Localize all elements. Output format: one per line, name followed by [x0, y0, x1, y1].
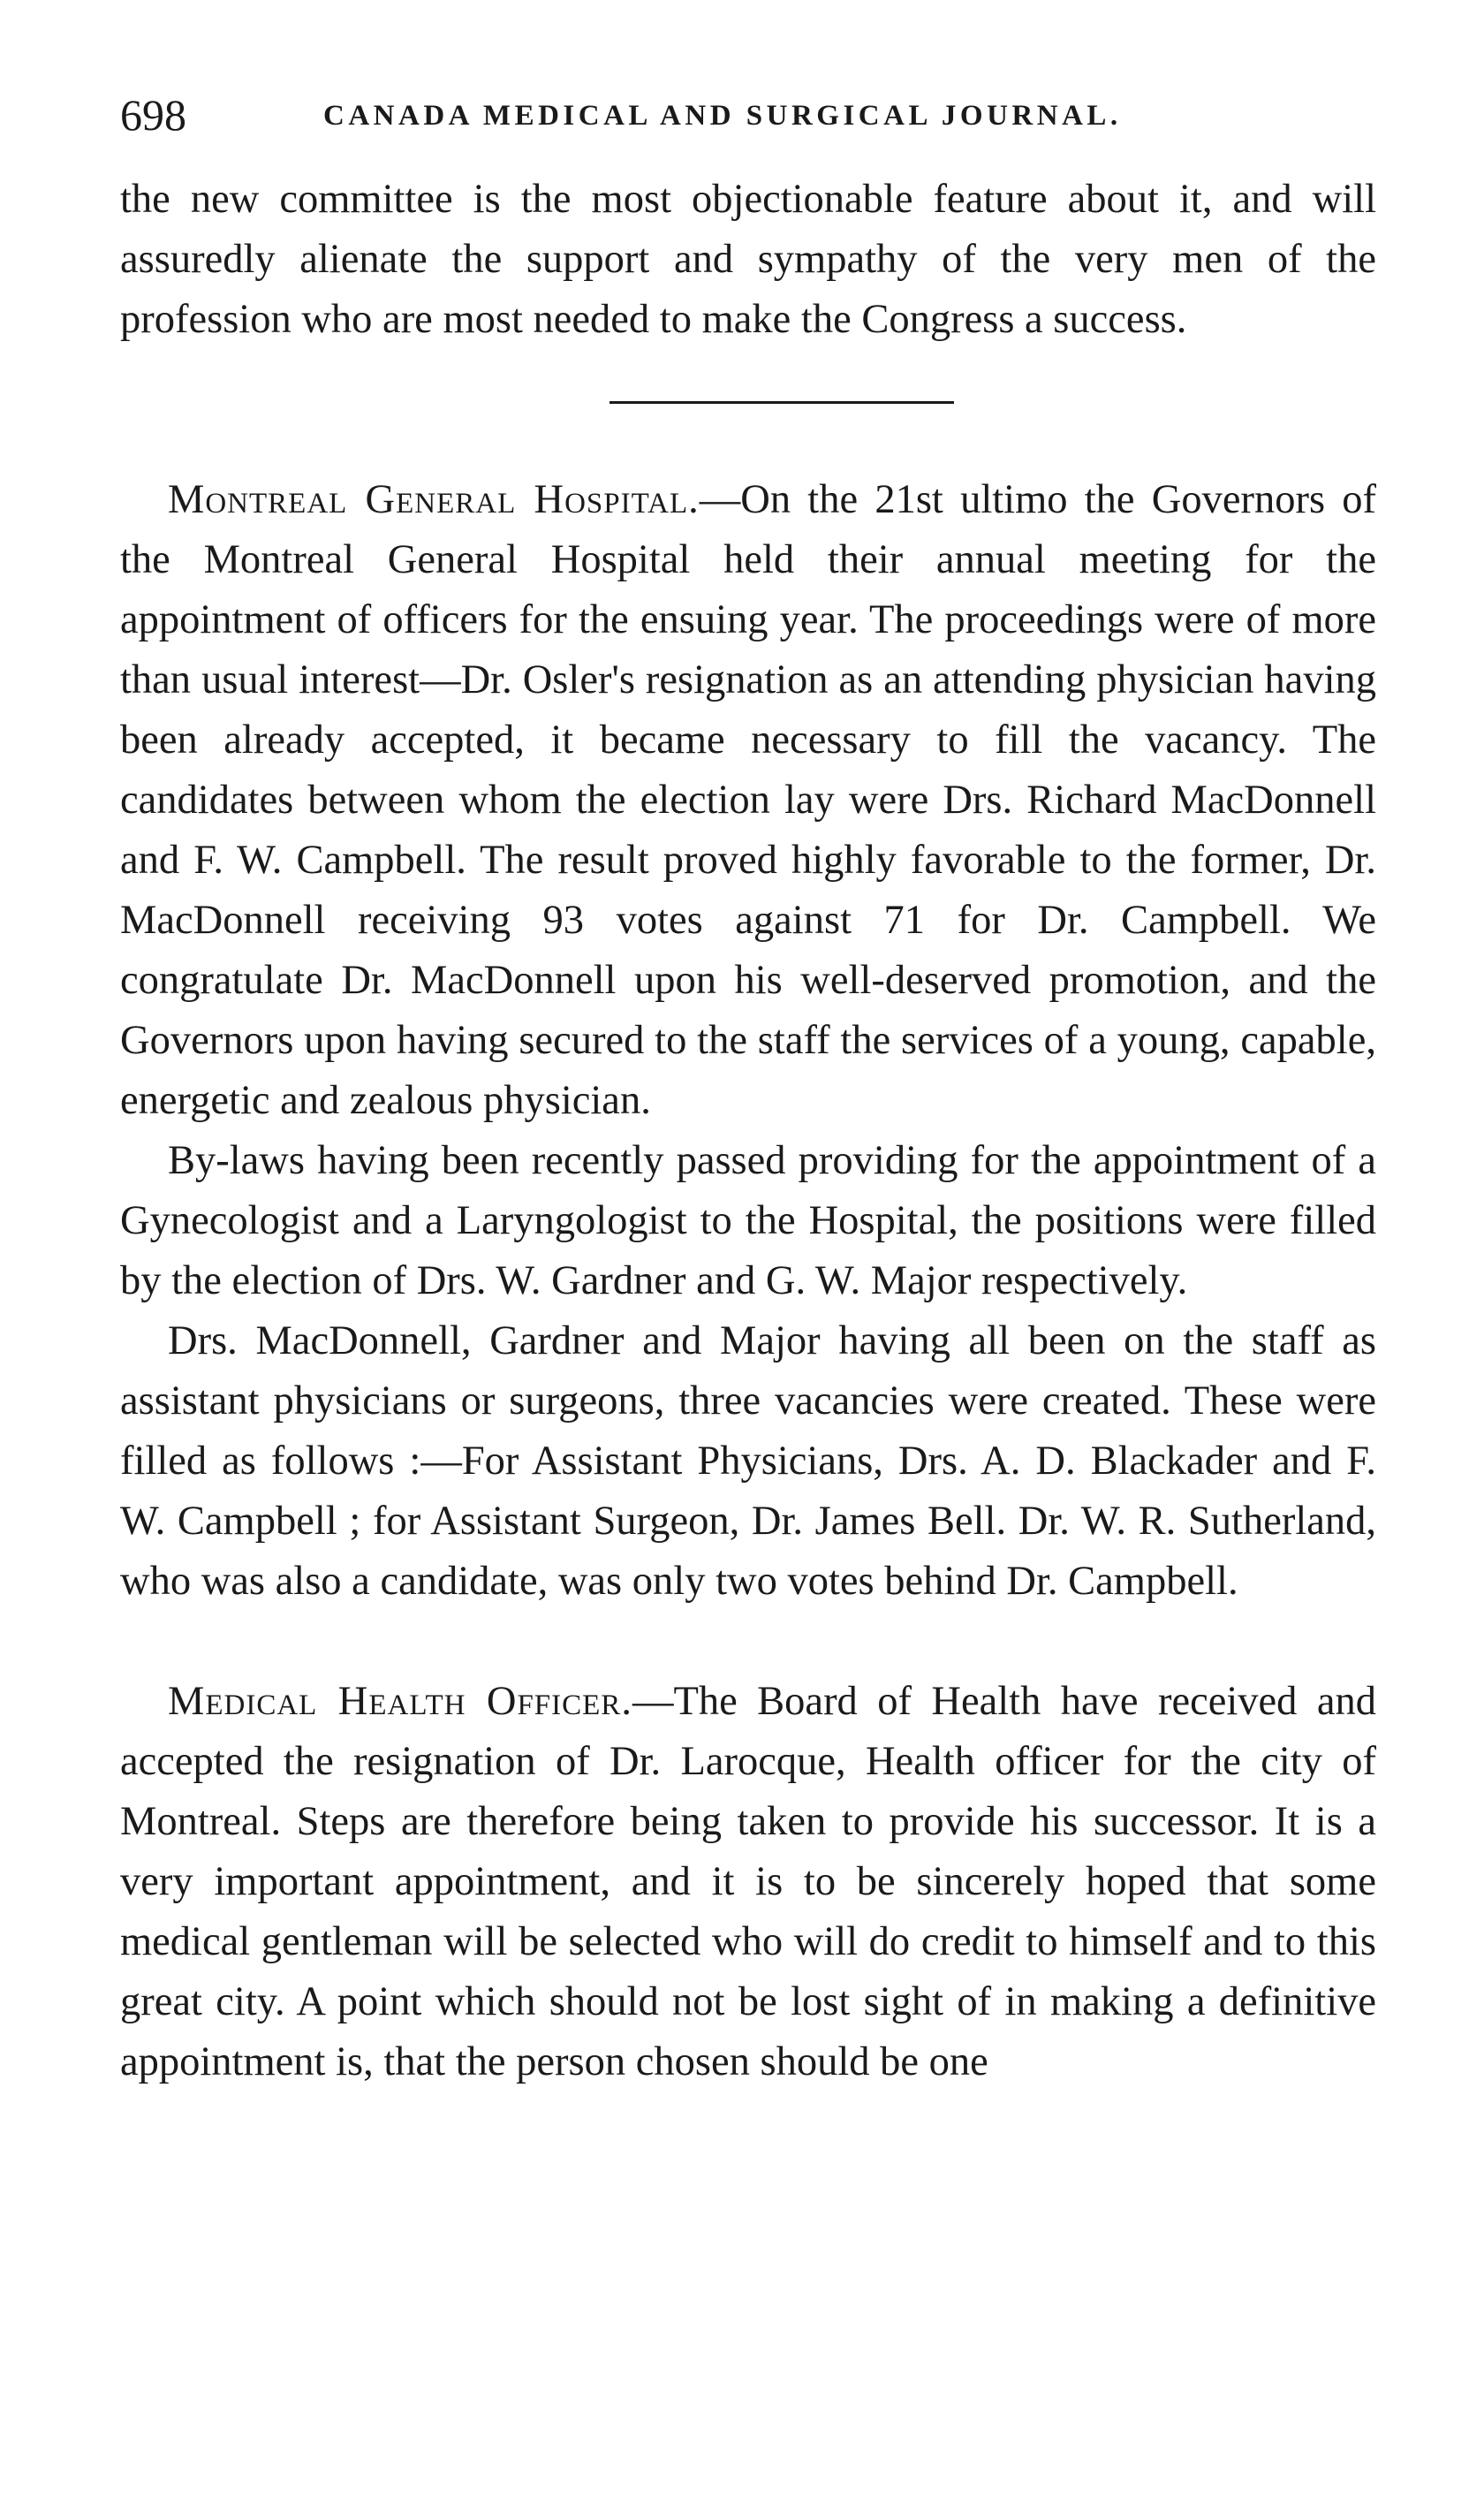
section-heading-montreal-general-hospital: Montreal General Hospital.: [168, 477, 700, 522]
section-heading-medical-health-officer: Medical Health Officer.: [168, 1679, 632, 1724]
section-gap: [120, 1612, 1376, 1672]
page-number: 698: [120, 90, 186, 140]
horizontal-rule: [610, 401, 954, 404]
paragraph-text-medical-health-officer: —The Board of Health have received and accepted the resignation of Dr. Larocque, Health officer for the city of Montreal. Steps are therefore being taken to provide his successor. It is a very important appointment, and it is to be sincerely hoped that some medical gentleman will be selected who will do credit to himself and to this great city. A point which should not be lost sight of in making a definitive appointment is, that the person chosen should be one: [120, 1679, 1376, 2084]
paragraph-committee-conclusion: the new committee is the most objectionable feature about it, and will assuredly alienate the support and sympathy of the very men of the profession who are most needed to make the Congress a success.: [120, 177, 1376, 342]
journal-title: CANADA MEDICAL AND SURGICAL JOURNAL.: [323, 100, 1122, 132]
paragraph-montreal-general-hospital: [120, 470, 1376, 1131]
article-body: [120, 170, 1376, 2092]
section-divider: [120, 350, 1376, 470]
running-head: [120, 88, 1374, 141]
paragraph-text-montreal-general-hospital: —On the 21st ultimo the Governors of the Montreal General Hospital held their annual meeting for the appointment of officers for the ensuing year. The proceedings were of more than usual interest—Dr. Osler's resignation as an attending physician having been already accepted, it became necessary to fill the vacancy. The candidates between whom the election lay were Drs. Richard MacDonnell and F. W. Campbell. The result proved highly favorable to the former, Dr. MacDonnell receiving 93 votes against 71 for Dr. Campbell. We congratulate Dr. MacDonnell upon his well-deserved promotion, and the Governors upon having secured to the staff the services of a young, capable, energetic and zealous physician.: [120, 477, 1376, 1123]
paragraph-vacancies: Drs. MacDonnell, Gardner and Major having all been on the staff as assistant physicians or surgeons, three vacancies were created. These were filled as follows :—For Assistant Physicians, Drs. A. D. Blackader and F. W. Campbell ; for Assistant Surgeon, Dr. James Bell. Dr. W. R. Sutherland, who was also a candidate, was only two votes behind Dr. Campbell.: [120, 1318, 1376, 1604]
paragraph-bylaws: By-laws having been recently passed providing for the appointment of a Gynecologist and a Laryngologist to the Hospital, the positions were filled by the election of Drs. W. Gardner and G. W. Major respectively.: [120, 1138, 1376, 1303]
paragraph-medical-health-officer: [120, 1672, 1376, 2092]
